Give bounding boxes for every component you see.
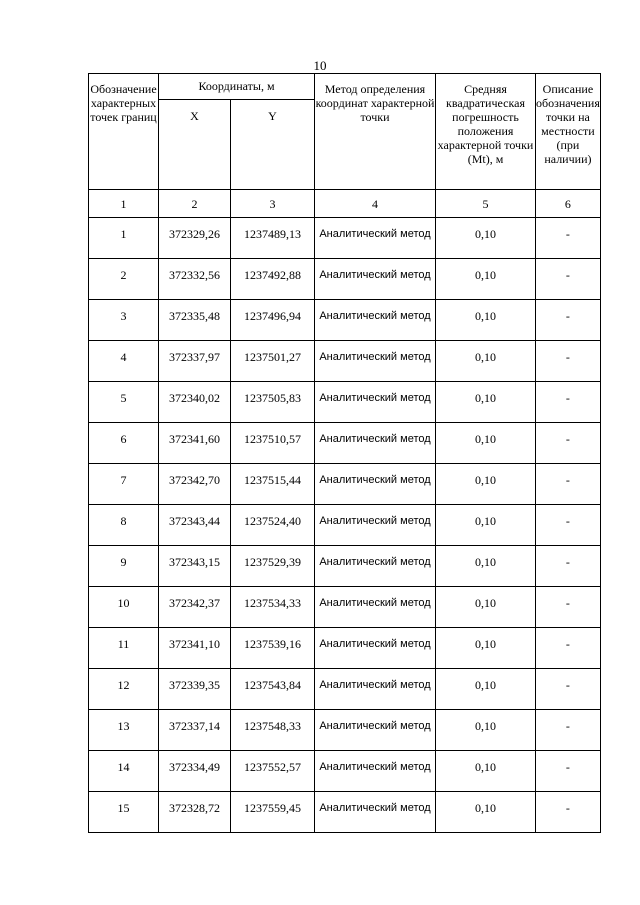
error-cell: 0,10 [436, 669, 536, 710]
point-number: 11 [89, 628, 159, 669]
coord-y: 1237543,84 [231, 669, 315, 710]
description-cell: - [536, 341, 601, 382]
coord-y: 1237505,83 [231, 382, 315, 423]
coord-y: 1237548,33 [231, 710, 315, 751]
column-number: 3 [231, 190, 315, 218]
coord-x: 372340,02 [159, 382, 231, 423]
column-number: 2 [159, 190, 231, 218]
error-cell: 0,10 [436, 546, 536, 587]
method-cell: Аналитический метод [315, 628, 436, 669]
table-row [89, 628, 601, 669]
error-cell: 0,10 [436, 218, 536, 259]
header-x: X [159, 99, 231, 189]
method-cell: Аналитический метод [315, 751, 436, 792]
description-cell: - [536, 710, 601, 751]
method-cell: Аналитический метод [315, 218, 436, 259]
description-cell: - [536, 505, 601, 546]
header-method: Метод определения координат характерной точки [315, 74, 436, 190]
point-number: 8 [89, 505, 159, 546]
description-cell: - [536, 792, 601, 833]
point-number: 1 [89, 218, 159, 259]
point-number: 10 [89, 587, 159, 628]
coord-y: 1237489,13 [231, 218, 315, 259]
description-cell: - [536, 587, 601, 628]
column-number: 4 [315, 190, 436, 218]
method-cell: Аналитический метод [315, 259, 436, 300]
coord-x: 372337,97 [159, 341, 231, 382]
method-cell: Аналитический метод [315, 382, 436, 423]
coord-x: 372343,44 [159, 505, 231, 546]
header-point-designation: Обозначение характерных точек границ [89, 74, 159, 190]
error-cell: 0,10 [436, 464, 536, 505]
coord-y: 1237529,39 [231, 546, 315, 587]
description-cell: - [536, 464, 601, 505]
point-number: 12 [89, 669, 159, 710]
description-cell: - [536, 259, 601, 300]
coord-y: 1237552,57 [231, 751, 315, 792]
error-cell: 0,10 [436, 628, 536, 669]
header-y: Y [231, 99, 315, 189]
error-cell: 0,10 [436, 423, 536, 464]
point-number: 4 [89, 341, 159, 382]
description-cell: - [536, 218, 601, 259]
error-cell: 0,10 [436, 710, 536, 751]
coord-y: 1237534,33 [231, 587, 315, 628]
table-row [89, 464, 601, 505]
coord-x: 372328,72 [159, 792, 231, 833]
header-error: Средняя квадратическая погрешность положения характерной точки (Mt), м [436, 74, 536, 190]
table-row [89, 546, 601, 587]
column-number: 1 [89, 190, 159, 218]
table-row [89, 505, 601, 546]
description-cell: - [536, 546, 601, 587]
method-cell: Аналитический метод [315, 505, 436, 546]
description-cell: - [536, 300, 601, 341]
point-number: 15 [89, 792, 159, 833]
error-cell: 0,10 [436, 300, 536, 341]
coord-y: 1237492,88 [231, 259, 315, 300]
column-number: 5 [436, 190, 536, 218]
method-cell: Аналитический метод [315, 300, 436, 341]
column-number: 6 [536, 190, 601, 218]
error-cell: 0,10 [436, 792, 536, 833]
error-cell: 0,10 [436, 505, 536, 546]
coord-x: 372342,37 [159, 587, 231, 628]
coord-y: 1237515,44 [231, 464, 315, 505]
coord-x: 372329,26 [159, 218, 231, 259]
coordinates-table [88, 73, 601, 833]
table-row [89, 300, 601, 341]
table-row [89, 792, 601, 833]
point-number: 6 [89, 423, 159, 464]
point-number: 9 [89, 546, 159, 587]
header-coordinates: Координаты, м [159, 74, 315, 100]
error-cell: 0,10 [436, 259, 536, 300]
page-number: 10 [313, 58, 327, 73]
description-cell: - [536, 669, 601, 710]
coord-y: 1237501,27 [231, 341, 315, 382]
table-row [89, 751, 601, 792]
coord-x: 372332,56 [159, 259, 231, 300]
point-number: 5 [89, 382, 159, 423]
table-row [89, 423, 601, 464]
header-description: Описание обозначения точки на местности (при наличии) [536, 74, 601, 190]
error-cell: 0,10 [436, 587, 536, 628]
point-number: 14 [89, 751, 159, 792]
coord-y: 1237524,40 [231, 505, 315, 546]
table-row [89, 669, 601, 710]
coord-x: 372339,35 [159, 669, 231, 710]
coord-y: 1237496,94 [231, 300, 315, 341]
point-number: 7 [89, 464, 159, 505]
point-number: 2 [89, 259, 159, 300]
error-cell: 0,10 [436, 751, 536, 792]
method-cell: Аналитический метод [315, 341, 436, 382]
header-row [89, 74, 601, 100]
coord-x: 372342,70 [159, 464, 231, 505]
error-cell: 0,10 [436, 382, 536, 423]
error-cell: 0,10 [436, 341, 536, 382]
method-cell: Аналитический метод [315, 464, 436, 505]
description-cell: - [536, 628, 601, 669]
description-cell: - [536, 423, 601, 464]
method-cell: Аналитический метод [315, 669, 436, 710]
coord-x: 372334,49 [159, 751, 231, 792]
table-row [89, 259, 601, 300]
description-cell: - [536, 751, 601, 792]
method-cell: Аналитический метод [315, 710, 436, 751]
table-row [89, 382, 601, 423]
coord-x: 372335,48 [159, 300, 231, 341]
table-row [89, 218, 601, 259]
coord-x: 372337,14 [159, 710, 231, 751]
column-numbers-row [89, 190, 601, 218]
coord-x: 372341,60 [159, 423, 231, 464]
method-cell: Аналитический метод [315, 792, 436, 833]
table-row [89, 710, 601, 751]
coord-y: 1237539,16 [231, 628, 315, 669]
coord-x: 372343,15 [159, 546, 231, 587]
coord-y: 1237510,57 [231, 423, 315, 464]
point-number: 13 [89, 710, 159, 751]
method-cell: Аналитический метод [315, 546, 436, 587]
table-row [89, 341, 601, 382]
coord-x: 372341,10 [159, 628, 231, 669]
description-cell: - [536, 382, 601, 423]
table-row [89, 587, 601, 628]
method-cell: Аналитический метод [315, 587, 436, 628]
method-cell: Аналитический метод [315, 423, 436, 464]
coord-y: 1237559,45 [231, 792, 315, 833]
point-number: 3 [89, 300, 159, 341]
